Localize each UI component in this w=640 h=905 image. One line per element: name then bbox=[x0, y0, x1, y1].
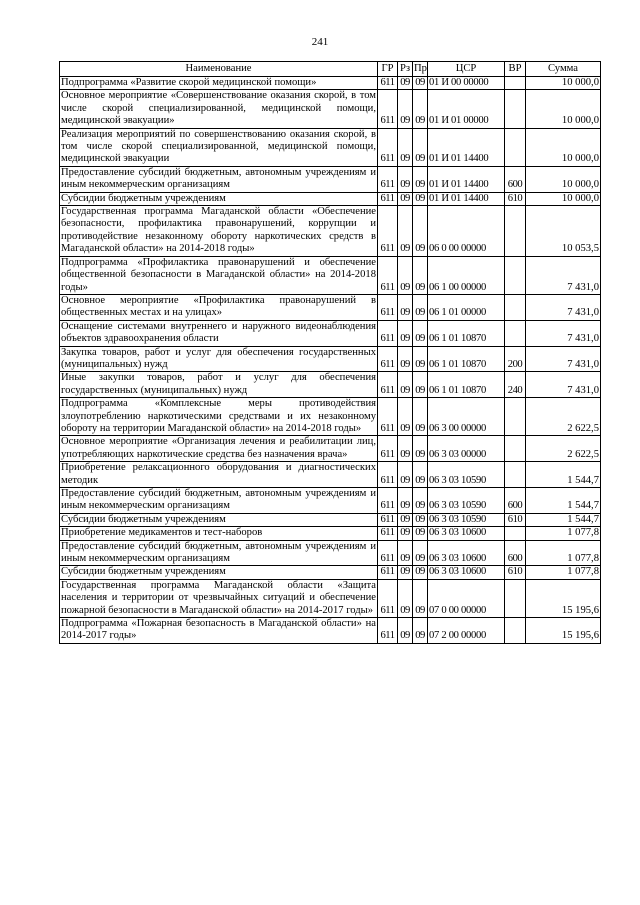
cell-pr: 09 bbox=[413, 256, 428, 294]
cell-rz: 09 bbox=[398, 566, 413, 579]
table-row bbox=[60, 346, 601, 372]
cell-pr: 09 bbox=[413, 346, 428, 372]
table-header-row bbox=[60, 62, 601, 77]
cell-pr: 09 bbox=[413, 166, 428, 192]
cell-name: Предоставление субсидий бюджетным, автономным учреждениям и иным некоммерческим организациям bbox=[61, 488, 376, 512]
cell-vr bbox=[505, 436, 526, 462]
cell-pr: 09 bbox=[413, 90, 428, 128]
cell-name: Подпрограмма «Пожарная безопасность в Магаданской области» на 2014-2017 годы» bbox=[61, 618, 376, 642]
cell-pr: 09 bbox=[413, 566, 428, 579]
cell-vr bbox=[505, 579, 526, 617]
cell-sum: 7 431,0 bbox=[526, 256, 601, 294]
cell-rz: 09 bbox=[398, 206, 413, 257]
cell-rz: 09 bbox=[398, 398, 413, 436]
cell-csr: 07 0 00 00000 bbox=[428, 579, 505, 617]
table-row bbox=[60, 372, 601, 398]
cell-name: Предоставление субсидий бюджетным, автономным учреждениям и иным некоммерческим организациям bbox=[61, 540, 376, 565]
table-row bbox=[60, 320, 601, 346]
cell-name: Государственная программа Магаданской области «Обеспечение безопасности, профилактика правонарушений, коррупции и противодействие незаконному обороту наркотических средств в Магаданской области» на 2014-2018 годы» bbox=[61, 206, 376, 255]
table-row bbox=[60, 77, 601, 90]
cell-rz: 09 bbox=[398, 346, 413, 372]
cell-sum: 15 195,6 bbox=[526, 579, 601, 617]
cell-name: Государственная программа Магаданской области «Защита населения и территории от чрезвычайных ситуаций и обеспечение пожарной безопасности в Магаданской области» на 2014-2017 годы» bbox=[61, 579, 376, 616]
cell-rz: 09 bbox=[398, 320, 413, 346]
cell-sum: 1 077,8 bbox=[526, 540, 601, 566]
cell-pr: 09 bbox=[413, 320, 428, 346]
cell-sum: 2 622,5 bbox=[526, 436, 601, 462]
cell-rz: 09 bbox=[398, 166, 413, 192]
cell-gr: 611 bbox=[378, 527, 398, 540]
cell-gr: 611 bbox=[378, 206, 398, 257]
cell-vr bbox=[505, 206, 526, 257]
cell-csr: 06 3 03 10600 bbox=[428, 540, 505, 566]
cell-gr: 611 bbox=[378, 128, 398, 166]
cell-pr: 09 bbox=[413, 372, 428, 398]
table-row bbox=[60, 540, 601, 566]
cell-rz: 09 bbox=[398, 192, 413, 205]
table-row bbox=[60, 462, 601, 488]
cell-csr: 06 1 01 10870 bbox=[428, 320, 505, 346]
cell-name: Основное мероприятие «Организация лечения и реабилитации лиц, употребляющих наркотические средства без назначения врача» bbox=[61, 436, 376, 460]
cell-name: Подпрограмма «Развитие скорой медицинской помощи» bbox=[60, 77, 378, 90]
header-vr: ВР bbox=[505, 62, 526, 77]
cell-sum: 1 544,7 bbox=[526, 488, 601, 514]
cell-vr: 600 bbox=[505, 166, 526, 192]
cell-name: Оснащение системами внутреннего и наружного видеонаблюдения объектов здравоохранения области bbox=[61, 320, 376, 345]
cell-gr: 611 bbox=[378, 513, 398, 526]
table-body bbox=[60, 77, 601, 644]
cell-vr bbox=[505, 77, 526, 90]
cell-csr: 06 3 03 10590 bbox=[428, 488, 505, 514]
cell-csr: 06 3 03 10590 bbox=[428, 462, 505, 488]
cell-pr: 09 bbox=[413, 294, 428, 320]
cell-name: Закупка товаров, работ и услуг для обеспечения государственных (муниципальных) нужд bbox=[61, 346, 376, 370]
cell-vr bbox=[505, 398, 526, 436]
cell-rz: 09 bbox=[398, 77, 413, 90]
cell-name: Основное мероприятие «Совершенствование оказания скорой, в том числе скорой специализированной, медицинской помощи, медицинской эвакуации» bbox=[61, 90, 376, 127]
cell-csr: 06 3 03 10600 bbox=[428, 527, 505, 540]
cell-gr: 611 bbox=[378, 77, 398, 90]
cell-gr: 611 bbox=[378, 320, 398, 346]
page-number: 241 bbox=[311, 36, 329, 48]
cell-name: Подпрограмма «Профилактика правонарушений и обеспечение общественной безопасности в Магаданской области» на 2014-2018 годы» bbox=[61, 256, 376, 293]
cell-sum: 10 053,5 bbox=[526, 206, 601, 257]
cell-csr: 01 И 01 00000 bbox=[428, 90, 505, 128]
cell-vr bbox=[505, 527, 526, 540]
cell-gr: 611 bbox=[378, 579, 398, 617]
cell-vr bbox=[505, 256, 526, 294]
table-row bbox=[60, 436, 601, 462]
cell-gr: 611 bbox=[378, 346, 398, 372]
cell-sum: 15 195,6 bbox=[526, 618, 601, 644]
cell-rz: 09 bbox=[398, 462, 413, 488]
cell-name: Предоставление субсидий бюджетным, автономным учреждениям и иным некоммерческим организациям bbox=[61, 166, 376, 191]
cell-sum: 10 000,0 bbox=[526, 90, 601, 128]
cell-gr: 611 bbox=[378, 166, 398, 192]
cell-csr: 06 3 03 00000 bbox=[428, 436, 505, 462]
cell-sum: 2 622,5 bbox=[526, 398, 601, 436]
cell-vr: 200 bbox=[505, 346, 526, 372]
cell-csr: 06 1 01 10870 bbox=[428, 346, 505, 372]
cell-vr bbox=[505, 90, 526, 128]
cell-sum: 7 431,0 bbox=[526, 372, 601, 398]
cell-gr: 611 bbox=[378, 436, 398, 462]
cell-csr: 01 И 00 00000 bbox=[428, 77, 505, 90]
cell-pr: 09 bbox=[413, 192, 428, 205]
cell-gr: 611 bbox=[378, 256, 398, 294]
cell-rz: 09 bbox=[398, 527, 413, 540]
cell-rz: 09 bbox=[398, 90, 413, 128]
cell-pr: 09 bbox=[413, 77, 428, 90]
cell-vr bbox=[505, 618, 526, 644]
table-row bbox=[60, 90, 601, 128]
cell-name: Субсидии бюджетным учреждениям bbox=[60, 513, 378, 526]
cell-pr: 09 bbox=[413, 206, 428, 257]
table-row bbox=[60, 206, 601, 257]
cell-sum: 10 000,0 bbox=[526, 128, 601, 166]
cell-gr: 611 bbox=[378, 90, 398, 128]
budget-table bbox=[59, 61, 601, 644]
table-row bbox=[60, 566, 601, 579]
header-sum: Сумма bbox=[526, 62, 601, 77]
table-row bbox=[60, 256, 601, 294]
cell-gr: 611 bbox=[378, 294, 398, 320]
cell-pr: 09 bbox=[413, 618, 428, 644]
cell-name: Реализация мероприятий по совершенствованию оказания скорой, в том числе скорой специализированной, медицинской помощи, медицинской эвакуации bbox=[61, 128, 376, 165]
cell-rz: 09 bbox=[398, 540, 413, 566]
cell-sum: 1 544,7 bbox=[526, 513, 601, 526]
cell-rz: 09 bbox=[398, 372, 413, 398]
cell-name: Основное мероприятие «Профилактика правонарушений в общественных местах и на улицах» bbox=[61, 294, 376, 319]
cell-rz: 09 bbox=[398, 488, 413, 514]
header-gr: ГР bbox=[378, 62, 398, 77]
cell-gr: 611 bbox=[378, 618, 398, 644]
header-name: Наименование bbox=[60, 62, 378, 77]
cell-pr: 09 bbox=[413, 488, 428, 514]
cell-rz: 09 bbox=[398, 294, 413, 320]
cell-csr: 06 3 00 00000 bbox=[428, 398, 505, 436]
cell-gr: 611 bbox=[378, 462, 398, 488]
cell-name: Субсидии бюджетным учреждениям bbox=[60, 192, 378, 205]
table-row bbox=[60, 166, 601, 192]
cell-vr bbox=[505, 320, 526, 346]
cell-vr: 600 bbox=[505, 488, 526, 514]
table-row bbox=[60, 579, 601, 617]
cell-csr: 07 2 00 00000 bbox=[428, 618, 505, 644]
cell-sum: 10 000,0 bbox=[526, 77, 601, 90]
cell-rz: 09 bbox=[398, 256, 413, 294]
cell-gr: 611 bbox=[378, 540, 398, 566]
cell-rz: 09 bbox=[398, 436, 413, 462]
cell-gr: 611 bbox=[378, 398, 398, 436]
cell-sum: 10 000,0 bbox=[526, 166, 601, 192]
cell-rz: 09 bbox=[398, 579, 413, 617]
cell-pr: 09 bbox=[413, 462, 428, 488]
table-row bbox=[60, 398, 601, 436]
cell-rz: 09 bbox=[398, 128, 413, 166]
cell-pr: 09 bbox=[413, 579, 428, 617]
cell-sum: 7 431,0 bbox=[526, 346, 601, 372]
cell-pr: 09 bbox=[413, 513, 428, 526]
cell-name: Приобретение релаксационного оборудования и диагностических методик bbox=[61, 462, 376, 486]
cell-pr: 09 bbox=[413, 527, 428, 540]
cell-name: Субсидии бюджетным учреждениям bbox=[60, 566, 378, 579]
table-row bbox=[60, 192, 601, 205]
cell-vr: 240 bbox=[505, 372, 526, 398]
cell-csr: 06 1 01 10870 bbox=[428, 372, 505, 398]
cell-csr: 06 3 03 10590 bbox=[428, 513, 505, 526]
header-rz: Рз bbox=[398, 62, 413, 77]
cell-rz: 09 bbox=[398, 513, 413, 526]
cell-gr: 611 bbox=[378, 192, 398, 205]
cell-csr: 06 0 00 00000 bbox=[428, 206, 505, 257]
cell-csr: 01 И 01 14400 bbox=[428, 192, 505, 205]
cell-gr: 611 bbox=[378, 372, 398, 398]
cell-vr: 610 bbox=[505, 566, 526, 579]
table-row bbox=[60, 128, 601, 166]
table-row bbox=[60, 618, 601, 644]
cell-name: Приобретение медикаментов и тест-наборов bbox=[60, 527, 378, 540]
cell-vr bbox=[505, 462, 526, 488]
table-row bbox=[60, 513, 601, 526]
cell-name: Иные закупки товаров, работ и услуг для обеспечения государственных (муниципальных) нужд bbox=[61, 372, 376, 396]
cell-vr bbox=[505, 294, 526, 320]
cell-csr: 06 1 01 00000 bbox=[428, 294, 505, 320]
cell-pr: 09 bbox=[413, 128, 428, 166]
cell-gr: 611 bbox=[378, 566, 398, 579]
cell-vr: 600 bbox=[505, 540, 526, 566]
cell-csr: 06 1 00 00000 bbox=[428, 256, 505, 294]
cell-csr: 06 3 03 10600 bbox=[428, 566, 505, 579]
cell-pr: 09 bbox=[413, 436, 428, 462]
table-row bbox=[60, 488, 601, 514]
cell-vr: 610 bbox=[505, 513, 526, 526]
header-csr: ЦСР bbox=[428, 62, 505, 77]
table-row bbox=[60, 527, 601, 540]
cell-sum: 7 431,0 bbox=[526, 320, 601, 346]
cell-sum: 1 544,7 bbox=[526, 462, 601, 488]
cell-csr: 01 И 01 14400 bbox=[428, 128, 505, 166]
table-row bbox=[60, 294, 601, 320]
cell-pr: 09 bbox=[413, 398, 428, 436]
cell-pr: 09 bbox=[413, 540, 428, 566]
cell-sum: 1 077,8 bbox=[526, 527, 601, 540]
cell-csr: 01 И 01 14400 bbox=[428, 166, 505, 192]
cell-vr: 610 bbox=[505, 192, 526, 205]
cell-rz: 09 bbox=[398, 618, 413, 644]
cell-gr: 611 bbox=[378, 488, 398, 514]
cell-sum: 10 000,0 bbox=[526, 192, 601, 205]
header-pr: Пр bbox=[413, 62, 428, 77]
cell-sum: 7 431,0 bbox=[526, 294, 601, 320]
cell-sum: 1 077,8 bbox=[526, 566, 601, 579]
cell-name: Подпрограмма «Комплексные меры противодействия злоупотреблению наркотическими средствами и их незаконному обороту на территории Магаданской области» на 2014-2018 годы» bbox=[61, 398, 376, 434]
cell-vr bbox=[505, 128, 526, 166]
